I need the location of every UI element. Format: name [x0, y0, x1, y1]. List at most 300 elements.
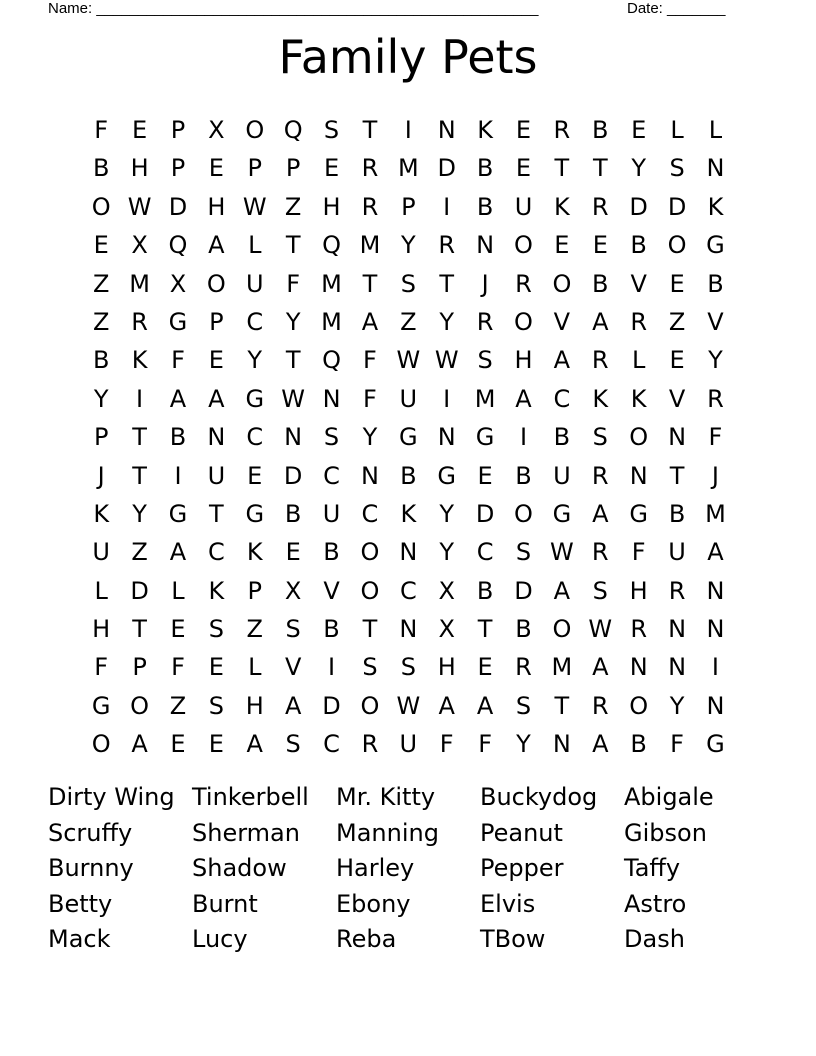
grid-letter: Q [322, 231, 341, 260]
grid-letter: T [285, 346, 301, 375]
grid-letter: Y [631, 154, 646, 183]
grid-letter: T [592, 154, 608, 183]
grid-letter: F [171, 653, 185, 682]
grid-letter: Z [284, 192, 302, 221]
grid-letter: F [670, 730, 684, 759]
grid-letter: F [363, 384, 377, 413]
grid-letter: O [91, 730, 111, 759]
grid-letter: R [515, 653, 532, 682]
worksheet-header [0, 0, 816, 20]
grid-letter: R [438, 231, 456, 260]
grid-row [82, 418, 735, 456]
grid-letter: U [553, 461, 571, 490]
grid-letter: Y [247, 346, 263, 375]
grid-letter: R [707, 384, 724, 413]
grid-letter: Y [362, 423, 378, 452]
grid-letter: E [669, 346, 685, 375]
word-list-item: Dash [624, 925, 685, 953]
grid-letter: R [361, 154, 379, 183]
grid-letter: N [629, 653, 648, 682]
word-list-item: Scruffy [48, 818, 133, 847]
word-list-item: Mr. Kitty [336, 783, 436, 811]
grid-letter: B [400, 461, 417, 490]
grid-letter: P [401, 192, 416, 221]
grid-letter: Z [92, 269, 110, 298]
grid-letter: Y [708, 346, 723, 375]
grid-letter: F [631, 538, 646, 567]
word-list-item: Taffy [624, 854, 681, 882]
grid-letter: S [592, 423, 608, 452]
grid-letter: N [322, 384, 341, 413]
grid-letter: F [286, 269, 301, 298]
grid-letter: Y [516, 730, 531, 759]
grid-letter: S [208, 615, 224, 644]
grid-letter: I [711, 653, 719, 682]
grid-letter: S [362, 653, 378, 682]
grid-letter: C [476, 538, 494, 567]
word-list-item: Dirty Wing [48, 783, 175, 811]
grid-letter: X [284, 576, 302, 605]
grid-letter: V [553, 307, 571, 336]
grid-letter: R [591, 691, 609, 720]
grid-letter: A [592, 653, 609, 682]
grid-row [82, 648, 735, 686]
grid-letter: F [94, 116, 109, 144]
grid-letter: T [362, 269, 378, 298]
grid-letter: Y [439, 307, 455, 336]
puzzle-title: Family Pets [278, 30, 538, 84]
grid-letter: H [629, 576, 648, 605]
grid-row [82, 188, 735, 226]
grid-letter: F [439, 730, 454, 759]
grid-letter: S [400, 269, 416, 298]
grid-letter: K [630, 384, 647, 413]
word-list-item: Ebony [336, 889, 411, 918]
grid-letter: R [630, 615, 647, 644]
grid-letter: S [669, 154, 685, 183]
grid-letter: A [553, 346, 571, 375]
grid-letter: O [552, 615, 572, 644]
grid-letter: S [208, 691, 224, 720]
grid-letter: K [131, 346, 148, 375]
grid-letter: G [245, 384, 265, 413]
grid-letter: W [396, 346, 421, 375]
grid-letter: A [707, 538, 724, 567]
grid-row [82, 533, 735, 571]
grid-letter: E [93, 231, 109, 260]
grid-letter: G [629, 499, 648, 528]
grid-letter: I [443, 384, 451, 413]
grid-letter: E [592, 231, 608, 260]
grid-letter: V [323, 576, 340, 605]
grid-letter: B [592, 116, 609, 144]
grid-letter: T [669, 461, 685, 490]
grid-letter: G [706, 730, 725, 759]
grid-letter: G [552, 499, 572, 528]
grid-row [82, 687, 735, 725]
grid-letter: W [588, 615, 613, 644]
word-list-item: Harley [336, 854, 415, 882]
grid-letter: G [437, 461, 457, 490]
grid-letter: N [668, 615, 687, 644]
word-column [48, 780, 192, 958]
grid-letter: E [323, 154, 340, 183]
grid-letter: A [246, 730, 263, 759]
grid-letter: X [169, 269, 187, 298]
grid-row [82, 725, 735, 763]
grid-letter: M [705, 499, 726, 528]
grid-row [82, 303, 735, 341]
word-list-item: Pepper [480, 854, 564, 882]
word-list-item: Burnt [192, 889, 258, 918]
word-list-item: Sherman [192, 818, 300, 847]
grid-letter: Z [131, 538, 148, 567]
grid-letter: B [92, 346, 110, 375]
grid-letter: C [246, 423, 264, 452]
grid-letter: N [706, 576, 725, 605]
grid-letter: L [708, 116, 723, 144]
grid-letter: Y [132, 499, 147, 528]
grid-letter: O [629, 423, 649, 452]
grid-letter: P [132, 653, 147, 682]
grid-letter: Y [439, 538, 455, 567]
grid-letter: A [592, 730, 609, 759]
grid-letter: F [708, 423, 723, 452]
grid-letter: R [476, 307, 494, 336]
grid-letter: A [476, 691, 494, 720]
grid-letter: H [437, 653, 456, 682]
grid-letter: B [476, 192, 494, 221]
grid-letter: T [209, 499, 224, 528]
grid-letter: Z [92, 307, 110, 336]
grid-letter: B [476, 576, 494, 605]
grid-letter: N [207, 423, 226, 452]
grid-letter: E [515, 154, 532, 183]
grid-row [82, 111, 735, 149]
grid-letter: E [170, 730, 186, 759]
grid-letter: N [706, 154, 725, 183]
grid-letter: K [707, 192, 724, 221]
grid-letter: A [169, 538, 187, 567]
grid-letter: U [92, 538, 110, 567]
grid-letter: I [404, 116, 412, 144]
grid-letter: H [322, 192, 341, 221]
grid-letter: T [132, 461, 147, 490]
word-list-item: Tinkerbell [192, 783, 309, 811]
grid-letter: X [438, 576, 455, 605]
grid-letter: D [514, 576, 533, 605]
grid-letter: N [399, 615, 418, 644]
grid-letter: L [171, 576, 185, 605]
grid-letter: G [706, 231, 725, 260]
grid-letter: Y [93, 384, 109, 413]
grid-letter: E [170, 615, 186, 644]
grid-letter: A [592, 499, 609, 528]
grid-letter: Z [668, 307, 686, 336]
grid-letter: U [322, 499, 341, 528]
grid-letter: K [246, 538, 263, 567]
grid-row [82, 495, 735, 533]
grid-letter: M [129, 269, 150, 298]
grid-letter: Z [400, 307, 417, 336]
grid-letter: N [668, 423, 687, 452]
grid-letter: C [323, 730, 340, 759]
grid-letter: R [361, 730, 379, 759]
grid-letter: L [670, 116, 684, 144]
grid-letter: G [91, 691, 111, 720]
grid-letter: P [285, 154, 301, 183]
grid-letter: T [362, 116, 378, 144]
grid-letter: Y [669, 691, 685, 720]
grid-row [82, 457, 735, 495]
grid-letter: B [323, 615, 340, 644]
grid-letter: D [629, 192, 648, 221]
grid-letter: T [132, 423, 147, 452]
grid-letter: C [361, 499, 379, 528]
grid-letter: R [515, 269, 532, 298]
grid-row [82, 226, 735, 264]
grid-letter: A [169, 384, 187, 413]
grid-letter: B [92, 154, 110, 183]
grid-letter: B [668, 499, 686, 528]
grid-letter: W [281, 384, 306, 413]
grid-letter: L [248, 653, 262, 682]
grid-letter: B [476, 154, 494, 183]
grid-letter: P [170, 116, 186, 144]
grid-letter: L [94, 576, 108, 605]
grid-row [82, 380, 735, 418]
grid-letter: C [553, 384, 571, 413]
grid-letter: B [515, 615, 532, 644]
grid-letter: E [554, 231, 570, 260]
grid-row [82, 610, 735, 648]
word-column [480, 780, 624, 958]
grid-letter: D [283, 461, 303, 490]
grid-letter: A [208, 231, 225, 260]
grid-letter: G [245, 499, 265, 528]
grid-letter: L [631, 346, 646, 375]
grid-letter: E [132, 116, 148, 144]
grid-letter: W [127, 192, 152, 221]
grid-letter: V [668, 384, 686, 413]
grid-letter: G [168, 307, 188, 336]
grid-letter: Y [285, 307, 301, 336]
grid-letter: T [132, 615, 147, 644]
grid-letter: D [667, 192, 687, 221]
grid-letter: E [477, 461, 493, 490]
grid-letter: S [592, 576, 608, 605]
grid-letter: O [629, 691, 649, 720]
grid-letter: I [136, 384, 144, 413]
grid-letter: A [515, 384, 532, 413]
word-list-item: Peanut [480, 818, 563, 847]
grid-row [82, 149, 735, 187]
grid-letter: K [400, 499, 417, 528]
grid-letter: P [247, 576, 262, 605]
word-list-item: Lucy [192, 925, 248, 953]
grid-letter: H [92, 615, 111, 644]
grid-letter: C [207, 538, 225, 567]
grid-letter: O [360, 691, 380, 720]
word-list-item: Mack [48, 925, 111, 953]
grid-letter: M [359, 231, 381, 260]
grid-letter: E [285, 538, 301, 567]
grid-letter: F [94, 653, 109, 682]
grid-letter: X [131, 231, 148, 260]
grid-letter: H [207, 192, 226, 221]
grid-letter: E [631, 116, 647, 144]
grid-letter: R [668, 576, 686, 605]
grid-letter: J [97, 461, 105, 490]
grid-letter: W [242, 192, 267, 221]
grid-letter: B [323, 538, 340, 567]
grid-letter: R [131, 307, 148, 336]
grid-letter: O [514, 231, 533, 260]
grid-letter: O [91, 192, 111, 221]
grid-letter: E [669, 269, 685, 298]
grid-letter: A [553, 576, 571, 605]
grid-letter: A [284, 691, 302, 720]
grid-letter: Q [168, 231, 188, 260]
grid-letter: I [174, 461, 182, 490]
grid-letter: N [476, 231, 495, 260]
grid-letter: L [248, 231, 262, 260]
word-list [48, 780, 768, 958]
grid-letter: B [592, 269, 609, 298]
grid-letter: D [168, 192, 188, 221]
name-field-label: Name: _____________________________________________________ [48, 0, 539, 17]
grid-letter: C [399, 576, 417, 605]
grid-letter: O [360, 538, 380, 567]
grid-letter: M [321, 307, 342, 336]
word-column [624, 780, 768, 958]
grid-letter: E [477, 653, 493, 682]
grid-letter: U [245, 269, 264, 298]
grid-letter: V [707, 307, 724, 336]
grid-letter: F [171, 346, 185, 375]
grid-letter: E [208, 346, 224, 375]
grid-letter: M [397, 154, 419, 183]
letter-grid [82, 111, 735, 764]
grid-letter: T [554, 154, 570, 183]
grid-letter: D [322, 691, 341, 720]
grid-letter: O [514, 307, 533, 336]
grid-letter: S [323, 423, 340, 452]
grid-letter: T [554, 691, 570, 720]
grid-letter: S [285, 730, 301, 759]
grid-letter: C [246, 307, 264, 336]
grid-letter: A [438, 691, 455, 720]
word-list-item: Reba [336, 925, 397, 953]
grid-letter: Y [400, 231, 416, 260]
grid-letter: K [554, 192, 570, 221]
grid-letter: I [443, 192, 451, 221]
grid-letter: A [131, 730, 148, 759]
grid-letter: U [399, 384, 418, 413]
word-list-item: Buckydog [480, 783, 598, 811]
grid-letter: S [285, 615, 301, 644]
grid-letter: Z [169, 691, 187, 720]
grid-letter: U [668, 538, 686, 567]
word-list-item: Abigale [624, 783, 714, 811]
grid-letter: P [247, 154, 262, 183]
grid-row [82, 341, 735, 379]
grid-letter: R [591, 538, 609, 567]
grid-letter: N [399, 538, 418, 567]
grid-letter: B [630, 231, 647, 260]
grid-letter: Q [283, 116, 303, 144]
grid-letter: N [668, 653, 687, 682]
word-list-item: Elvis [480, 889, 536, 918]
grid-letter: K [592, 384, 609, 413]
grid-letter: T [439, 269, 455, 298]
grid-letter: N [284, 423, 303, 452]
grid-letter: I [519, 423, 528, 452]
word-list-item: Astro [624, 889, 687, 918]
word-column [192, 780, 336, 958]
word-list-item: Manning [336, 818, 439, 847]
grid-letter: S [515, 538, 532, 567]
date-field-label: Date: _______ [627, 0, 726, 17]
grid-letter: O [130, 691, 150, 720]
word-list-item: Betty [48, 889, 113, 918]
grid-letter: E [208, 653, 224, 682]
grid-letter: O [667, 231, 687, 260]
grid-letter: G [475, 423, 495, 452]
grid-letter: E [208, 730, 224, 759]
grid-letter: F [363, 346, 377, 375]
word-list-item: Shadow [192, 854, 287, 882]
grid-letter: N [437, 423, 456, 452]
grid-row [82, 572, 735, 610]
grid-letter: K [477, 116, 493, 144]
grid-letter: B [707, 269, 724, 298]
grid-letter: B [630, 730, 647, 759]
grid-letter: A [208, 384, 225, 413]
grid-letter: J [481, 269, 489, 298]
grid-letter: P [209, 307, 224, 336]
grid-letter: Y [439, 499, 455, 528]
grid-letter: O [360, 576, 380, 605]
grid-letter: R [553, 116, 571, 144]
word-list-item: Gibson [624, 818, 707, 847]
grid-letter: P [170, 154, 186, 183]
grid-letter: Z [246, 615, 263, 644]
grid-letter: B [284, 499, 302, 528]
grid-letter: N [552, 730, 571, 759]
grid-letter: O [552, 269, 572, 298]
grid-letter: N [437, 116, 456, 144]
grid-letter: U [207, 461, 226, 490]
grid-letter: K [93, 499, 110, 528]
grid-letter: H [514, 346, 533, 375]
grid-letter: R [591, 461, 609, 490]
grid-letter: E [515, 116, 532, 144]
grid-letter: R [630, 307, 647, 336]
grid-letter: O [206, 269, 226, 298]
grid-letter: Q [322, 346, 341, 375]
grid-letter: O [245, 116, 265, 144]
grid-letter: J [711, 461, 719, 490]
grid-letter: X [208, 116, 225, 144]
grid-letter: N [706, 615, 725, 644]
grid-letter: G [168, 499, 188, 528]
grid-letter: V [284, 653, 302, 682]
grid-letter: D [437, 154, 456, 183]
grid-letter: N [360, 461, 379, 490]
grid-letter: R [591, 346, 609, 375]
grid-letter: E [247, 461, 263, 490]
